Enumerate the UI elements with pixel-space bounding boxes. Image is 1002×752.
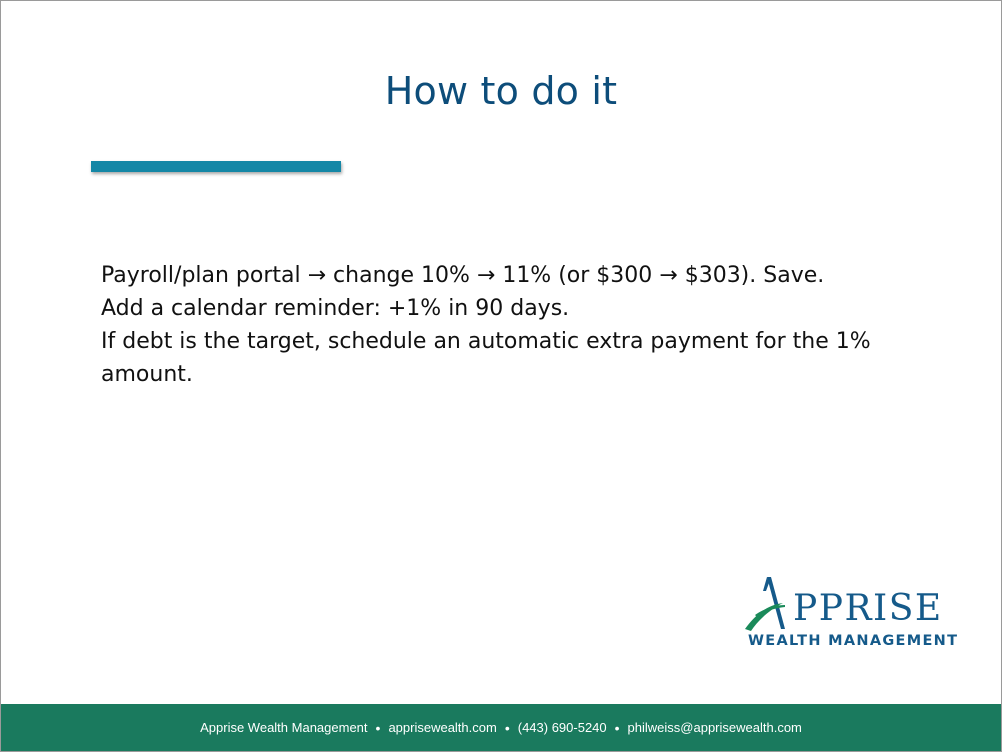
footer-phone: (443) 690-5240 — [517, 720, 607, 735]
apprise-logo — [741, 571, 973, 661]
body-line: If debt is the target, schedule an automatic extra payment for the 1% amount. — [101, 329, 871, 387]
slide-body — [101, 259, 901, 391]
footer-website: apprisewealth.com — [388, 720, 497, 735]
logo-a-mark-icon — [741, 571, 801, 641]
body-line: Payroll/plan portal → change 10% → 11% (or $300 → $303). Save. — [101, 263, 825, 288]
footer-company: Apprise Wealth Management — [200, 720, 368, 735]
logo-subtitle: WEALTH MANAGEMENT — [748, 633, 959, 649]
footer-separator: • — [504, 719, 510, 736]
body-line: Add a calendar reminder: +1% in 90 days. — [101, 296, 570, 321]
footer-email: philweiss@apprisewealth.com — [627, 720, 802, 735]
title-accent-bar — [91, 161, 341, 172]
footer-separator: • — [614, 719, 620, 736]
slide-title: How to do it — [384, 69, 618, 113]
slide-footer — [1, 704, 1001, 751]
logo-wordmark: PPRISE — [793, 588, 943, 629]
footer-separator: • — [375, 719, 381, 736]
